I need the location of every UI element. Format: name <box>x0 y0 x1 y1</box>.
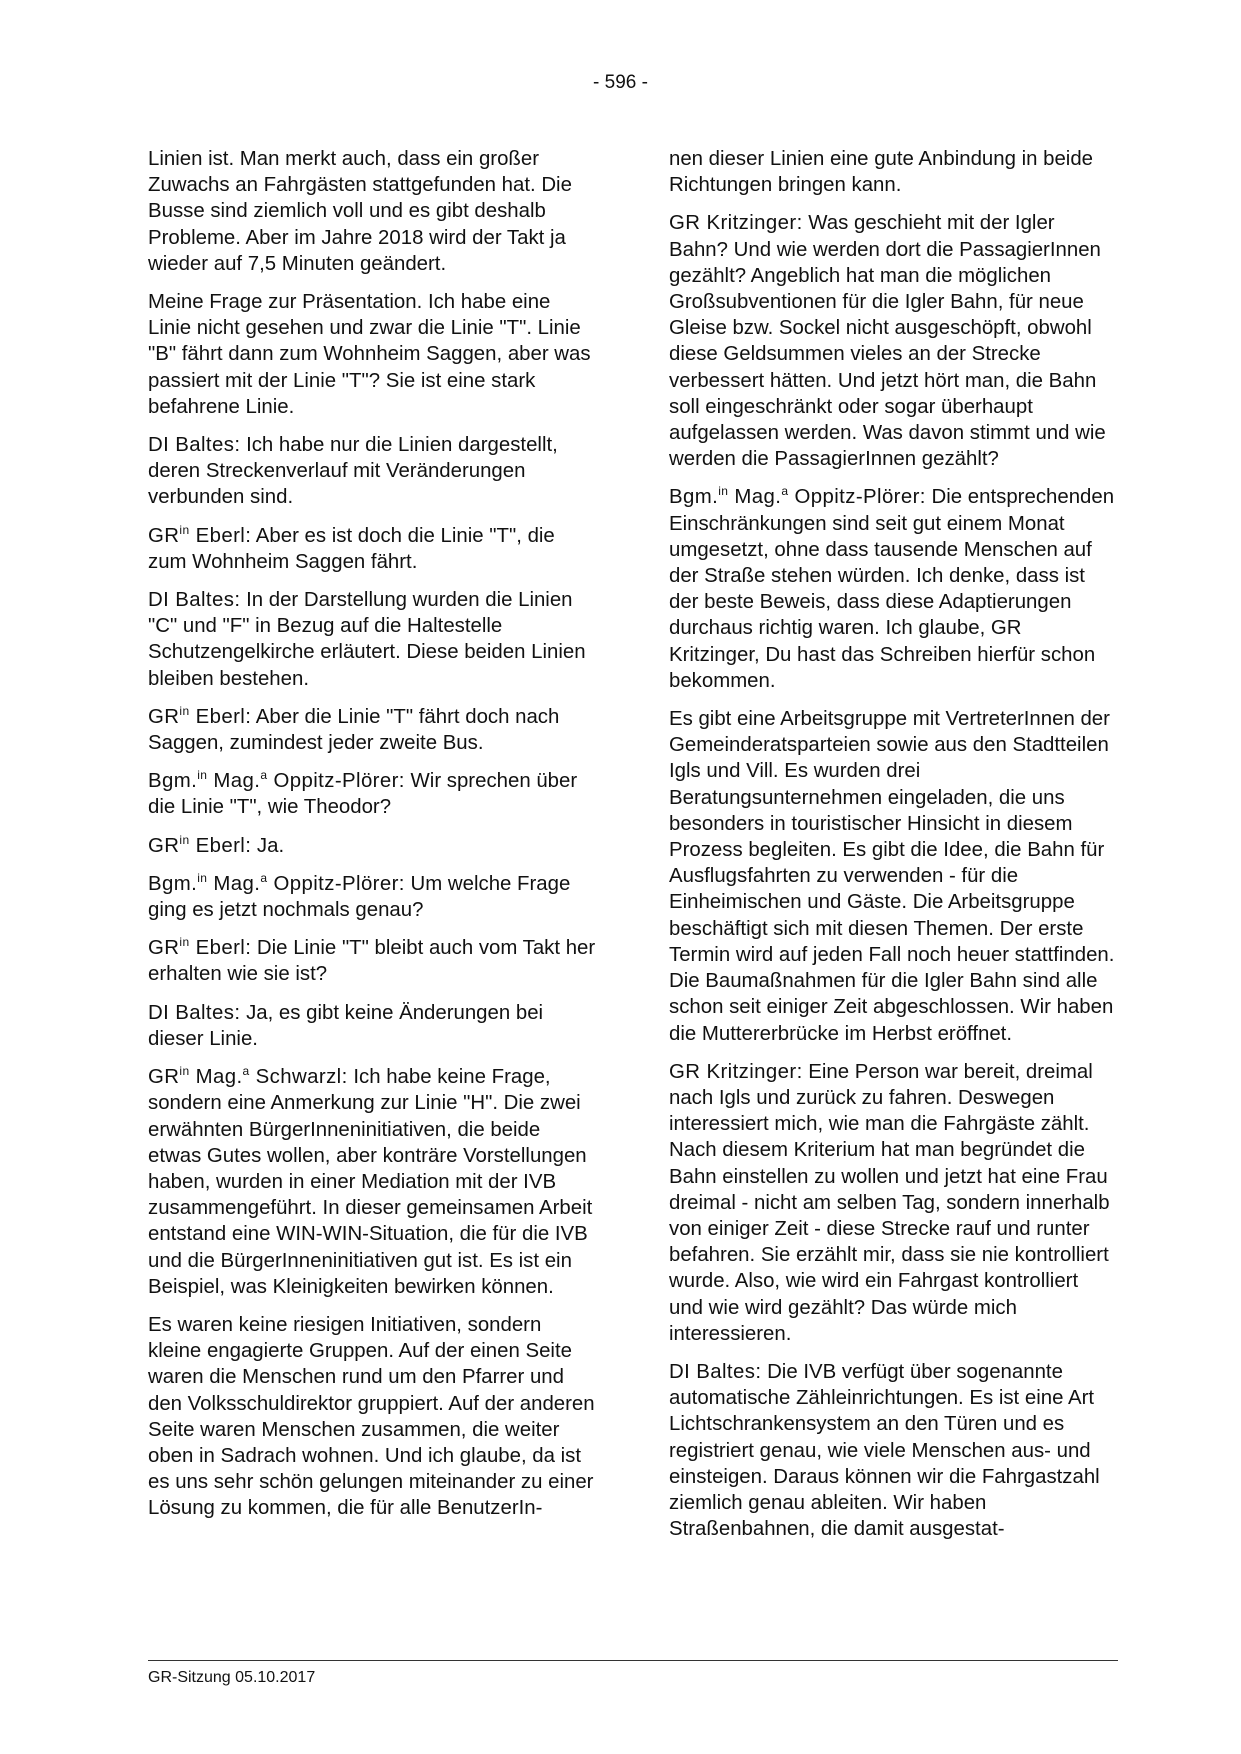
speaker-name-part: GR <box>148 937 180 960</box>
paragraph-text: Linien ist. Man merkt auch, dass ein großer Zuwachs an Fahrgästen stattgefunden hat. Die Busse sind ziemlich voll und es gibt deshalb Probleme. Aber im Jahre 2018 wird der Takt ja wieder auf 7,5 Minuten geändert. <box>148 148 572 275</box>
speaker-name <box>148 870 405 895</box>
paragraph-text: Ich habe nur die Linien dargestellt, deren Streckenverlauf mit Veränderungen verbunden sind. <box>148 434 558 509</box>
speaker-title-superscript: in <box>179 832 190 847</box>
speaker-name-part: Bgm. <box>148 770 198 793</box>
speaker-name-part: Mag. <box>207 872 261 895</box>
paragraph <box>148 704 596 756</box>
page-number: - 596 - <box>593 72 648 93</box>
paragraph-text: nen dieser Linien eine gute Anbindung in beide Richtungen bringen kann. <box>669 148 1094 197</box>
speaker-name-part: Bgm. <box>148 872 198 895</box>
speaker-name-part: Oppitz-Plörer: <box>267 872 405 895</box>
speaker-name: DI Baltes: <box>148 589 241 612</box>
paragraph-text: Es waren keine riesigen Initiativen, sondern kleine engagierte Gruppen. Auf der einen Seite waren die Menschen rund um den Pfarrer und den Volksschuldirektor gruppiert. Auf der anderen Seite waren Menschen zusammen, die weiter oben in Sadrach wohnen. Und ich glaube, da ist es uns sehr schön gelungen miteinander zu einer Lösung zu kommen, die für alle BenutzerIn- <box>148 1313 595 1520</box>
speaker-name-part: Mag. <box>728 486 782 509</box>
speaker-name <box>148 937 251 959</box>
paragraph <box>669 1059 1117 1347</box>
footer-session-date: GR-Sitzung 05.10.2017 <box>148 1669 316 1686</box>
paragraph <box>148 587 596 692</box>
speaker-title-superscript: in <box>179 1064 190 1079</box>
left-column <box>148 146 596 1534</box>
speaker-name-part: Oppitz-Plörer: <box>788 486 926 509</box>
paragraph-text: Aber es ist doch die Linie "T", die zum Wohnheim Saggen fährt. <box>148 524 555 573</box>
paragraph-text: Um welche Frage ging es jetzt nochmals genau? <box>148 872 571 922</box>
paragraph-text: In der Darstellung wurden die Linien "C" und "F" in Bezug auf die Haltestelle Schutzengelkirche erläutert. Diese beiden Linien bleiben bestehen. <box>148 589 586 690</box>
paragraph-text: Wir sprechen über die Linie "T", wie Theodor? <box>148 770 578 819</box>
paragraph-text: Die Linie "T" bleibt auch vom Takt her erhalten wie sie ist? <box>148 937 596 986</box>
speaker-name-part: Eberl: <box>189 524 252 547</box>
paragraph <box>148 833 596 859</box>
paragraph <box>148 432 596 511</box>
speaker-title-superscript: a <box>242 1064 250 1079</box>
speaker-name-part: Schwarzl: <box>249 1066 348 1089</box>
paragraph <box>148 289 596 420</box>
speaker-title-superscript: in <box>197 768 208 783</box>
paragraph <box>148 1000 596 1052</box>
paragraph <box>669 706 1117 1047</box>
speaker-title-superscript: in <box>179 935 190 950</box>
speaker-name-part: Eberl: <box>189 937 252 960</box>
speaker-title-superscript: in <box>179 703 190 718</box>
speaker-name <box>148 832 252 857</box>
paragraph <box>148 1064 596 1300</box>
speaker-name-part: Eberl: <box>189 705 252 728</box>
paragraph-text: Eine Person war bereit, dreimal nach Igls und zurück zu fahren. Deswegen interessiert mich, wie man die Fahrgäste zählt. Nach diesem Kriterium hat man begründet die Bahn einstellen zu wollen und jetzt hat eine Frau dreimal - nicht am selben Tag, sondern innerhalb von einiger Zeit - diese Strecke rauf und runter befahren. Sie erzählt mir, dass sie nie kontrolliert wurde. Also, wie wird ein Fahrgast kontrolliert und wie wird gezählt? Das würde mich interessieren. <box>669 1060 1110 1345</box>
speaker-name-part: Mag. <box>189 1066 243 1089</box>
speaker-name-part: GR <box>148 1066 180 1089</box>
paragraph <box>669 484 1117 694</box>
speaker-name-part: Eberl: <box>189 834 252 857</box>
speaker-name <box>148 1066 348 1088</box>
speaker-name <box>669 486 926 508</box>
paragraph-text: Meine Frage zur Präsentation. Ich habe eine Linie nicht gesehen und zwar die Linie "T". Linie "B" fährt dann zum Wohnheim Saggen, aber was passiert mit der Linie "T"? Sie ist eine stark befahrene Linie. <box>148 291 591 418</box>
paragraph <box>669 146 1117 198</box>
speaker-title-superscript: a <box>781 484 789 499</box>
paragraph <box>669 210 1117 472</box>
speaker-name-part: GR <box>148 705 180 728</box>
speaker-name-part: GR <box>148 524 180 547</box>
speaker-name: DI Baltes: <box>148 434 241 457</box>
speaker-name: GR Kritzinger: <box>669 1060 803 1083</box>
paragraph-text: Die entsprechenden Einschränkungen sind seit gut einem Monat umgesetzt, ohne dass tausende Menschen auf der Straße stehen würden. Ich denke, dass ist der beste Beweis, dass diese Adaptierungen durchaus richtig waren. Ich glaube, GR Kritzinger, Du hast das Schreiben hierfür schon bekommen. <box>669 486 1115 692</box>
paragraph <box>669 1359 1117 1542</box>
paragraph <box>148 871 596 923</box>
speaker-title-superscript: in <box>179 522 190 537</box>
speaker-title-superscript: a <box>260 768 268 783</box>
paragraph-text: Die IVB verfügt über sogenannte automatische Zähleinrichtungen. Es ist eine Art Lichtschrankensystem an den Türen und es registriert genau, wie viele Menschen aus- und einsteigen. Daraus können wir die Fahrgastzahl ziemlich genau ableiten. Wir haben Straßenbahnen, die damit ausgestat- <box>669 1360 1100 1541</box>
paragraph-text: Es gibt eine Arbeitsgruppe mit VertreterInnen der Gemeinderatsparteien sowie aus den Stadtteilen Igls und Vill. Es wurden drei Beratungsunternehmen eingeladen, die uns besonders in touristischer Hinsicht in diesem Prozess begleiten. Es gibt die Idee, die Bahn für Ausflugsfahrten zu verwenden - für die Einheimischen und Gäste. Die Arbeitsgruppe beschäftigt sich mit diesen Themen. Der erste Termin wird auf jeden Fall noch heuer stattfinden. Die Baumaßnahmen für die Igler Bahn sind alle schon seit einiger Zeit abgeschlossen. Wir haben die Muttererbrücke im Herbst eröffnet. <box>669 708 1115 1045</box>
speaker-title-superscript: a <box>260 870 268 885</box>
speaker-name: GR Kritzinger: <box>669 212 803 235</box>
paragraph <box>148 523 596 575</box>
speaker-name <box>148 770 405 792</box>
speaker-name <box>148 522 252 547</box>
paragraph-text: Ja, es gibt keine Änderungen bei dieser Linie. <box>148 1001 544 1050</box>
paragraph-text: Was geschieht mit der Igler Bahn? Und wie werden dort die PassagierInnen gezählt? Angeblich hat man die möglichen Großsubventionen für die Igler Bahn, für neue Gleise bzw. Sockel nicht ausgeschöpft, obwohl diese Geldsummen vieles an der Strecke verbessert hätten. Und jetzt hört man, die Bahn soll eingeschränkt oder sogar überhaupt aufgelassen werden. Was davon stimmt und wie werden die PassagierInnen gezählt? <box>669 212 1106 471</box>
right-column <box>669 146 1117 1554</box>
speaker-title-superscript: in <box>197 870 208 885</box>
speaker-title-superscript: in <box>718 484 729 499</box>
paragraph <box>148 768 596 820</box>
speaker-name-part: GR <box>148 834 180 857</box>
speaker-name <box>148 703 252 728</box>
paragraph-text: Ich habe keine Frage, sondern eine Anmerkung zur Linie "H". Die zwei erwähnten BürgerInneninitiativen, die beide etwas Gutes wollen, aber konträre Vorstellungen haben, wurden in einer Mediation mit der IVB zusammengeführt. In dieser gemeinsamen Arbeit entstand eine WIN-WIN-Situation, die für die IVB und die BürgerInneninitiativen gut ist. Es ist ein Beispiel, was Kleinigkeiten bewirken können. <box>148 1066 593 1298</box>
paragraph-text: Ja. <box>251 834 285 857</box>
paragraph <box>148 935 596 987</box>
paragraph <box>148 1312 596 1522</box>
speaker-name: DI Baltes: <box>148 1001 241 1024</box>
speaker-name-part: Bgm. <box>669 486 719 509</box>
paragraph <box>148 146 596 277</box>
footer-divider <box>148 1660 1118 1661</box>
speaker-name: DI Baltes: <box>669 1360 762 1383</box>
speaker-name-part: Mag. <box>207 770 261 793</box>
paragraph-text: Aber die Linie "T" fährt doch nach Saggen, zumindest jeder zweite Bus. <box>148 705 560 755</box>
speaker-name-part: Oppitz-Plörer: <box>267 770 405 793</box>
